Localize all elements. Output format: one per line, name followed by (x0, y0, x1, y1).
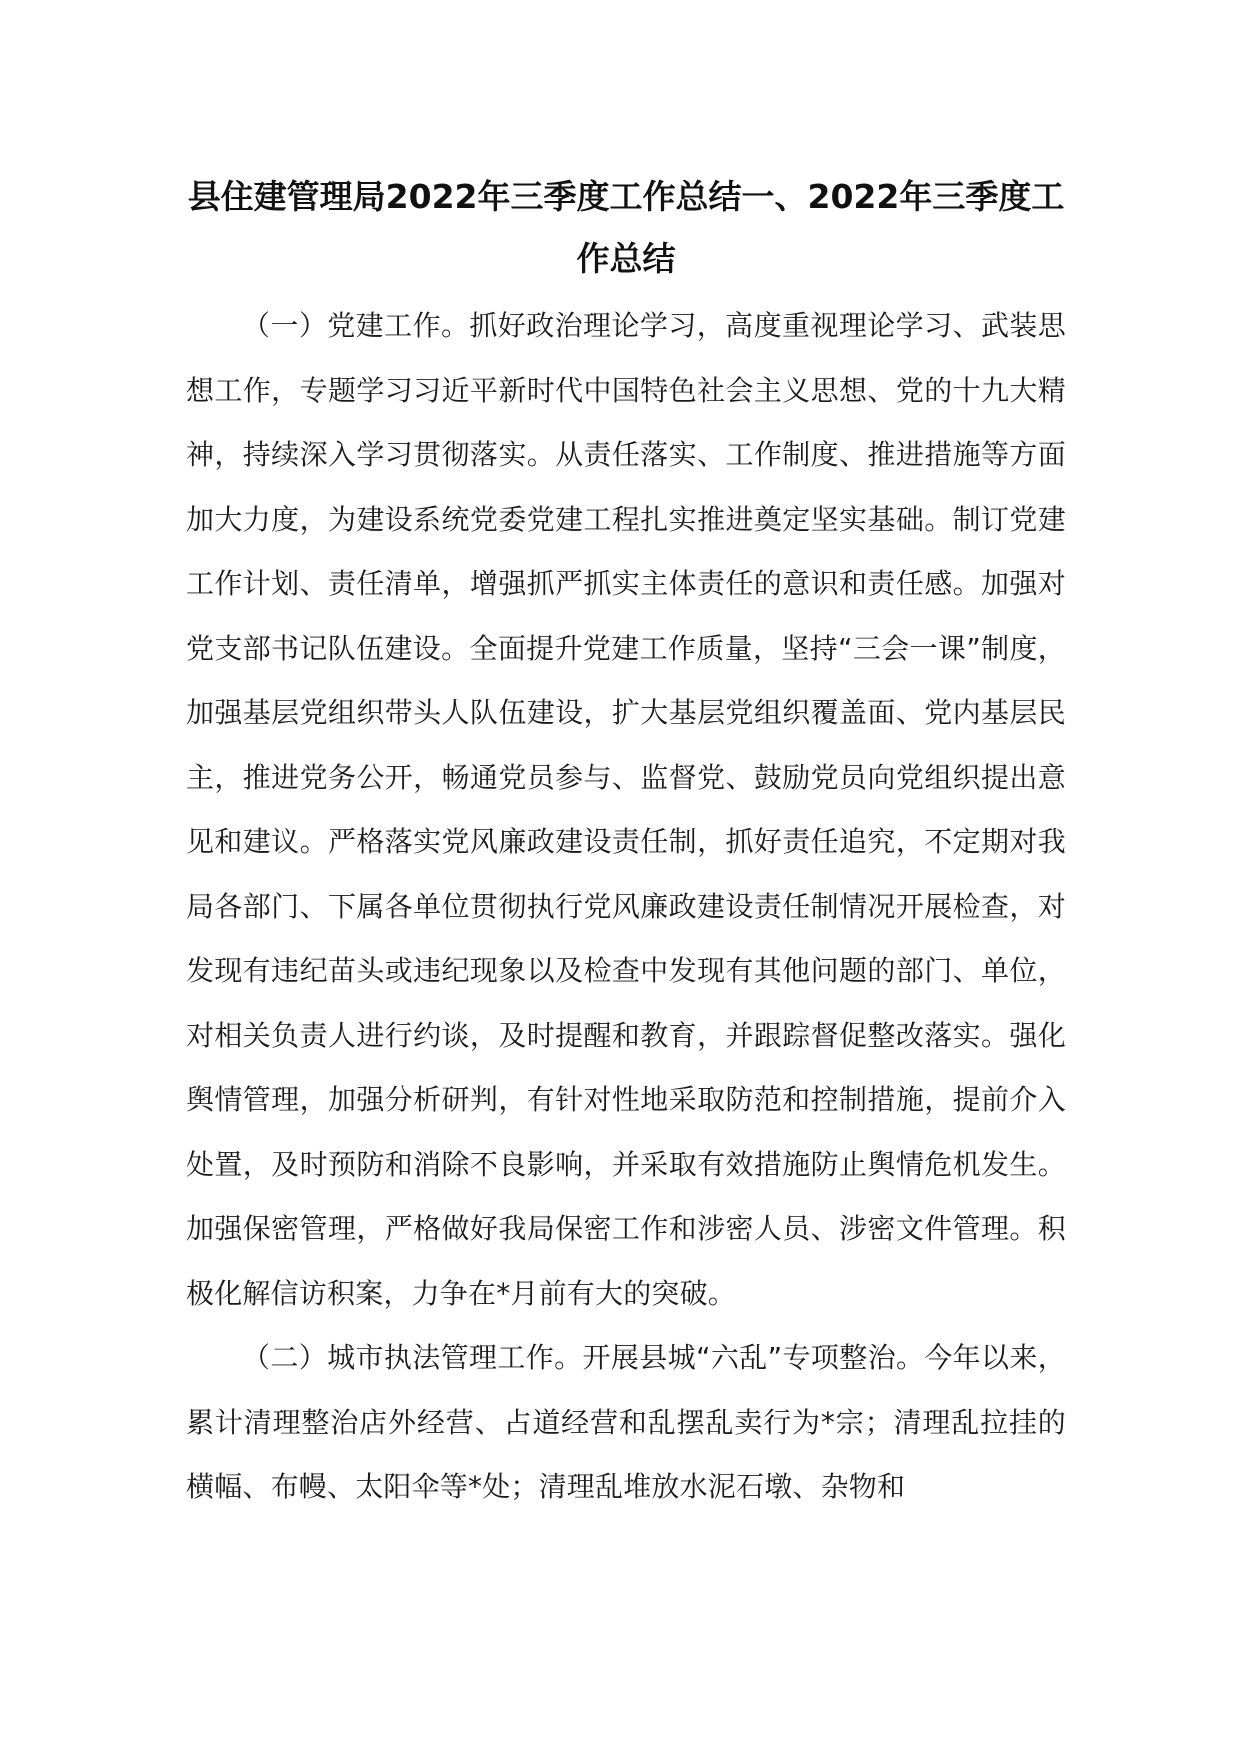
paragraph-city-enforcement: （二）城市执法管理工作。开展县城“六乱”专项整治。今年以来，累计清理整治店外经营、占道经营和乱摆乱卖行为*宗；清理乱拉挂的横幅、布幔、太阳伞等*处；清理乱堆放水泥石墩、杂物和 (186, 1341, 1066, 1503)
document-title: 县住建管理局2022年三季度工作总结一、2022年三季度工作总结 (187, 177, 1065, 278)
paragraph-party-building: （一）党建工作。抓好政治理论学习，高度重视理论学习、武装思想工作，专题学习习近平新时代中国特色社会主义思想、党的十九大精神，持续深入学习贯彻落实。从责任落实、工作制度、推进措施等方面加大力度，为建设系统党委党建工程扎实推进奠定坚实基础。制订党建工作计划、责任清单，增强抓严抓实主体责任的意识和责任感。加强对党支部书记队伍建设。全面提升党建工作质量，坚持“三会一课”制度，加强基层党组织带头人队伍建设，扩大基层党组织覆盖面、党内基层民主，推进党务公开，畅通党员参与、监督党、鼓励党员向党组织提出意见和建议。严格落实党风廉政建设责任制，抓好责任追究，不定期对我局各部门、下属各单位贯彻执行党风廉政建设责任制情况开展检查，对发现有违纪苗头或违纪现象以及检查中发现有其他问题的部门、单位，对相关负责人进行约谈，及时提醒和教育，并跟踪督促整改落实。强化舆情管理，加强分析研判，有针对性地采取防范和控制措施，提前介入处置，及时预防和消除不良影响，并采取有效措施防止舆情危机发生。加强保密管理，严格做好我局保密工作和涉密人员、涉密文件管理。积极化解信访积案，力争在*月前有大的突破。 (186, 309, 1066, 1310)
document-page (186, 166, 1066, 1520)
